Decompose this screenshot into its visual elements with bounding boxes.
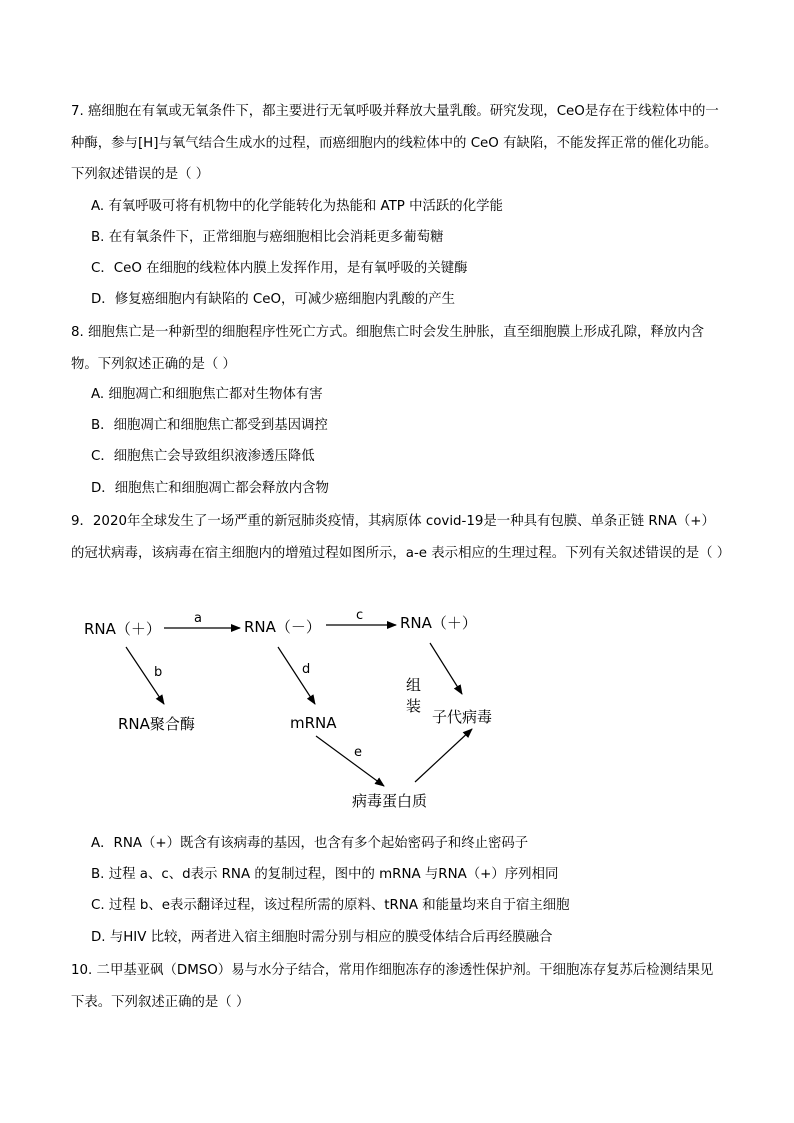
label-a: a xyxy=(194,611,202,626)
question-8-option-b: B．细胞凋亡和细胞焦亡都受到基因调控 xyxy=(91,418,328,433)
label-e: e xyxy=(354,745,362,760)
question-9-option-b: B. 过程 a、c、d表示 RNA 的复制过程，图中的 mRNA 与RNA（+）序列相同 xyxy=(91,867,559,882)
question-9-stem: 9．2020年全球发生了一场严重的新冠肺炎疫情，其病原体 covid-19是一种具有包膜、单条正链 RNA（+）的冠状病毒，该病毒在宿主细胞内的增殖过程如图所示，a-e 表示相应的生理过程。下列有关叙述错误的是（ ） xyxy=(71,514,731,561)
question-8-option-d: D．细胞焦亡和细胞凋亡都会释放内含物 xyxy=(91,481,329,496)
question-7-option-c: C．CeO 在细胞的线粒体内膜上发挥作用，是有氧呼吸的关键酶 xyxy=(91,261,468,276)
question-9-option-d: D. 与HIV 比较，两者进入宿主细胞时需分别与相应的膜受体结合后再经膜融合 xyxy=(91,930,553,945)
label-b: b xyxy=(154,665,163,680)
label-assemble-2: 装 xyxy=(406,697,422,715)
arrow-protein-to-progeny xyxy=(415,729,472,782)
label-c: c xyxy=(356,608,364,623)
arrow-assemble xyxy=(430,643,462,694)
question-9-option-c: C. 过程 b、e表示翻译过程，该过程所需的原料、tRNA 和能量均来自于宿主细胞 xyxy=(91,898,570,913)
arrow-e xyxy=(316,736,384,786)
question-7-stem: 7. 癌细胞在有氧或无氧条件下，都主要进行无氧呼吸并释放大量乳酸。研究发现，CeO是存在于线粒体中的一种酶，参与[H]与氧气结合生成水的过程，而癌细胞内的线粒体中的 CeO 有缺陷，不能发挥正常的催化功能。下列叙述错误的是（ ） xyxy=(71,104,719,182)
question-8-option-c: C．细胞焦亡会导致组织液渗透压降低 xyxy=(91,449,315,464)
virus-replication-diagram xyxy=(70,598,630,823)
question-7-option-d: D．修复癌细胞内有缺陷的 CeO，可减少癌细胞内乳酸的产生 xyxy=(91,292,456,307)
node-rna-polymerase: RNA聚合酶 xyxy=(118,715,195,733)
node-rna-plus-copy: RNA（＋） xyxy=(400,614,477,632)
node-rna-plus: RNA（＋） xyxy=(84,620,161,638)
node-mrna: mRNA xyxy=(290,714,337,732)
label-assemble-1: 组 xyxy=(406,676,422,694)
node-progeny-virus: 子代病毒 xyxy=(432,708,493,726)
question-10-stem: 10. 二甲基亚砜（DMSO）易与水分子结合，常用作细胞冻存的渗透性保护剂。干细胞冻存复苏后检测结果见下表。下列叙述正确的是（ ） xyxy=(71,963,714,1010)
question-7-option-b: B. 在有氧条件下，正常细胞与癌细胞相比会消耗更多葡萄糖 xyxy=(91,230,444,245)
node-viral-protein: 病毒蛋白质 xyxy=(352,792,428,810)
question-7-option-a: A. 有氧呼吸可将有机物中的化学能转化为热能和 ATP 中活跃的化学能 xyxy=(91,199,503,214)
label-d: d xyxy=(302,662,311,677)
question-8-stem: 8. 细胞焦亡是一种新型的细胞程序性死亡方式。细胞焦亡时会发生肿胀，直至细胞膜上形成孔隙，释放内含物。下列叙述正确的是（ ） xyxy=(71,325,704,372)
question-9-option-a: A．RNA（+）既含有该病毒的基因，也含有多个起始密码子和终止密码子 xyxy=(91,836,529,851)
question-8-option-a: A. 细胞凋亡和细胞焦亡都对生物体有害 xyxy=(91,387,323,402)
node-rna-minus: RNA（－） xyxy=(244,618,321,636)
